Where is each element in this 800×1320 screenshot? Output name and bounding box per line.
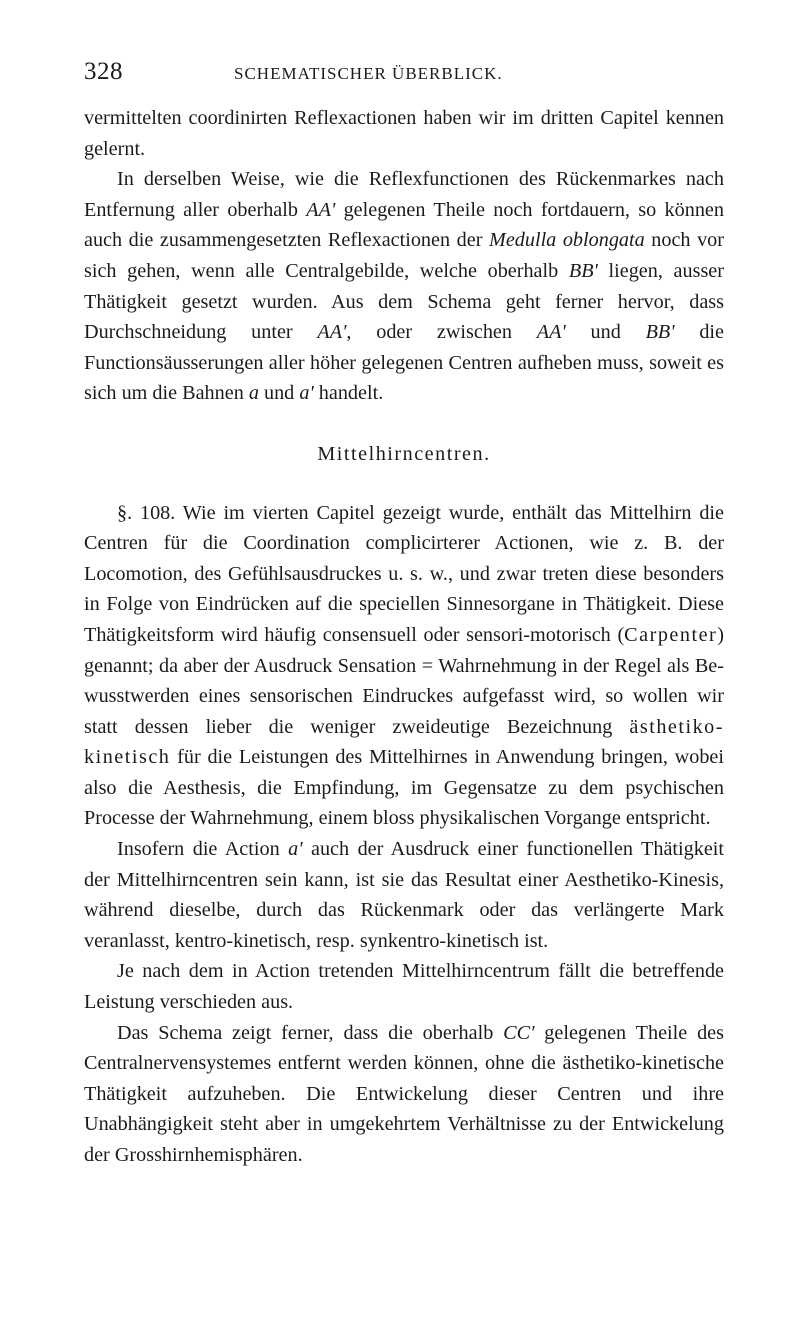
schema-label: a (248, 382, 259, 405)
schema-label: AA' (317, 321, 347, 344)
paragraph-midbrain-centre: Je nach dem in Action tretenden Mittelhirncentrum fällt die betreffende Leistung verschieden aus. (84, 960, 724, 1014)
schema-label: CC' (503, 1021, 535, 1044)
schema-label: a' (288, 838, 303, 861)
paragraph-action: Insofern die Action a' auch der Ausdruck einer functionellen Thätigkeit der Mittelhirncentren sein kann, ist sie das Resultat einer Aesthetiko-Kinesis, während dieselbe, durch das Rückenmark oder das verlängerte Mark veranlasst, kentro-kinetisch, resp. synkentro-kinetisch ist. (84, 838, 724, 952)
paragraph-schema: Das Schema zeigt ferner, dass die oberhalb CC' gelegenen Theile des Centralnervensystemes entfernt werden können, ohne die ästhetiko-kinetische Thätigkeit aufzuheben. Die Entwickelung dieser Centren und ihre Unabhängigkeit steht aber in umgekehrtem Verhältnisse zu der Entwickelung der Grosshirnhemisphären. (84, 1021, 724, 1166)
spaced-term: ästhetiko-kinetisch (84, 715, 724, 769)
section-heading: Mittelhirncentren. (317, 442, 491, 465)
author-name: Carpenter (624, 623, 718, 646)
running-title: SCHEMATISCHER ÜBERBLICK. (234, 64, 503, 83)
body-text (84, 103, 724, 1171)
schema-label: a' (299, 382, 314, 405)
latin-term: Medulla oblongata (489, 229, 645, 252)
page-header (84, 58, 724, 94)
book-page (84, 58, 724, 1171)
schema-label: AA' (536, 321, 566, 344)
paragraph-reflex-medulla: In derselben Weise, wie die Reflexfunctionen des Rückenmarkes nach Entfernung aller oberhalb AA' gelegenen Theile noch fortdauern, so können auch die zusammengesetzten Reflexactionen der Medulla oblongata noch vor sich gehen, wenn alle Centralgebilde, welche oberhalb BB' liegen, ausser Thätigkeit gesetzt wurden. Aus dem Schema geht ferner hervor, dass Durchschneidung unter AA', oder zwischen AA' und BB' die Functionsäusserungen aller höher gelegenen Centren aufheben muss, soweit es sich um die Bahnen a und a' handelt. (84, 168, 724, 405)
page-number: 328 (84, 58, 123, 85)
schema-label: BB' (568, 259, 598, 282)
schema-label: BB' (645, 321, 675, 344)
schema-label: AA' (306, 198, 336, 221)
paragraph-continuation: vermittelten coordinirten Reflexactionen haben wir im dritten Capitel kennen gelernt. (84, 107, 724, 160)
paragraph-section-108: §. 108. Wie im vierten Capitel gezeigt wurde, enthält das Mittelhirn die Centren für die Coordination complicirterer Actionen, wie z. B. der Locomotion, des Gefühlsausdruckes u. s. w., und zwar treten diese besonders in Folge von Eindrücken auf die speciellen Sinnesorgane in Thätigkeit. Diese Thätigkeitsform wird häufig consensuell oder sensori-motorisch (Carpenter) genannt; da aber der Ausdruck Sensation = Wahrnehmung in der Regel als Bewusstwerden eines sensorischen Eindruckes aufgefasst wird, so wollen wir statt dessen lieber die weniger zweideutige Bezeichnung ästhetiko-kinetisch für die Leistungen des Mittelhirnes in Anwendung bringen, wobei also die Aesthesis, die Empfindung, im Gegensatze zu dem psychischen Processe der Wahrnehmung, einem bloss physikalischen Vorgange entspricht. (84, 501, 724, 830)
